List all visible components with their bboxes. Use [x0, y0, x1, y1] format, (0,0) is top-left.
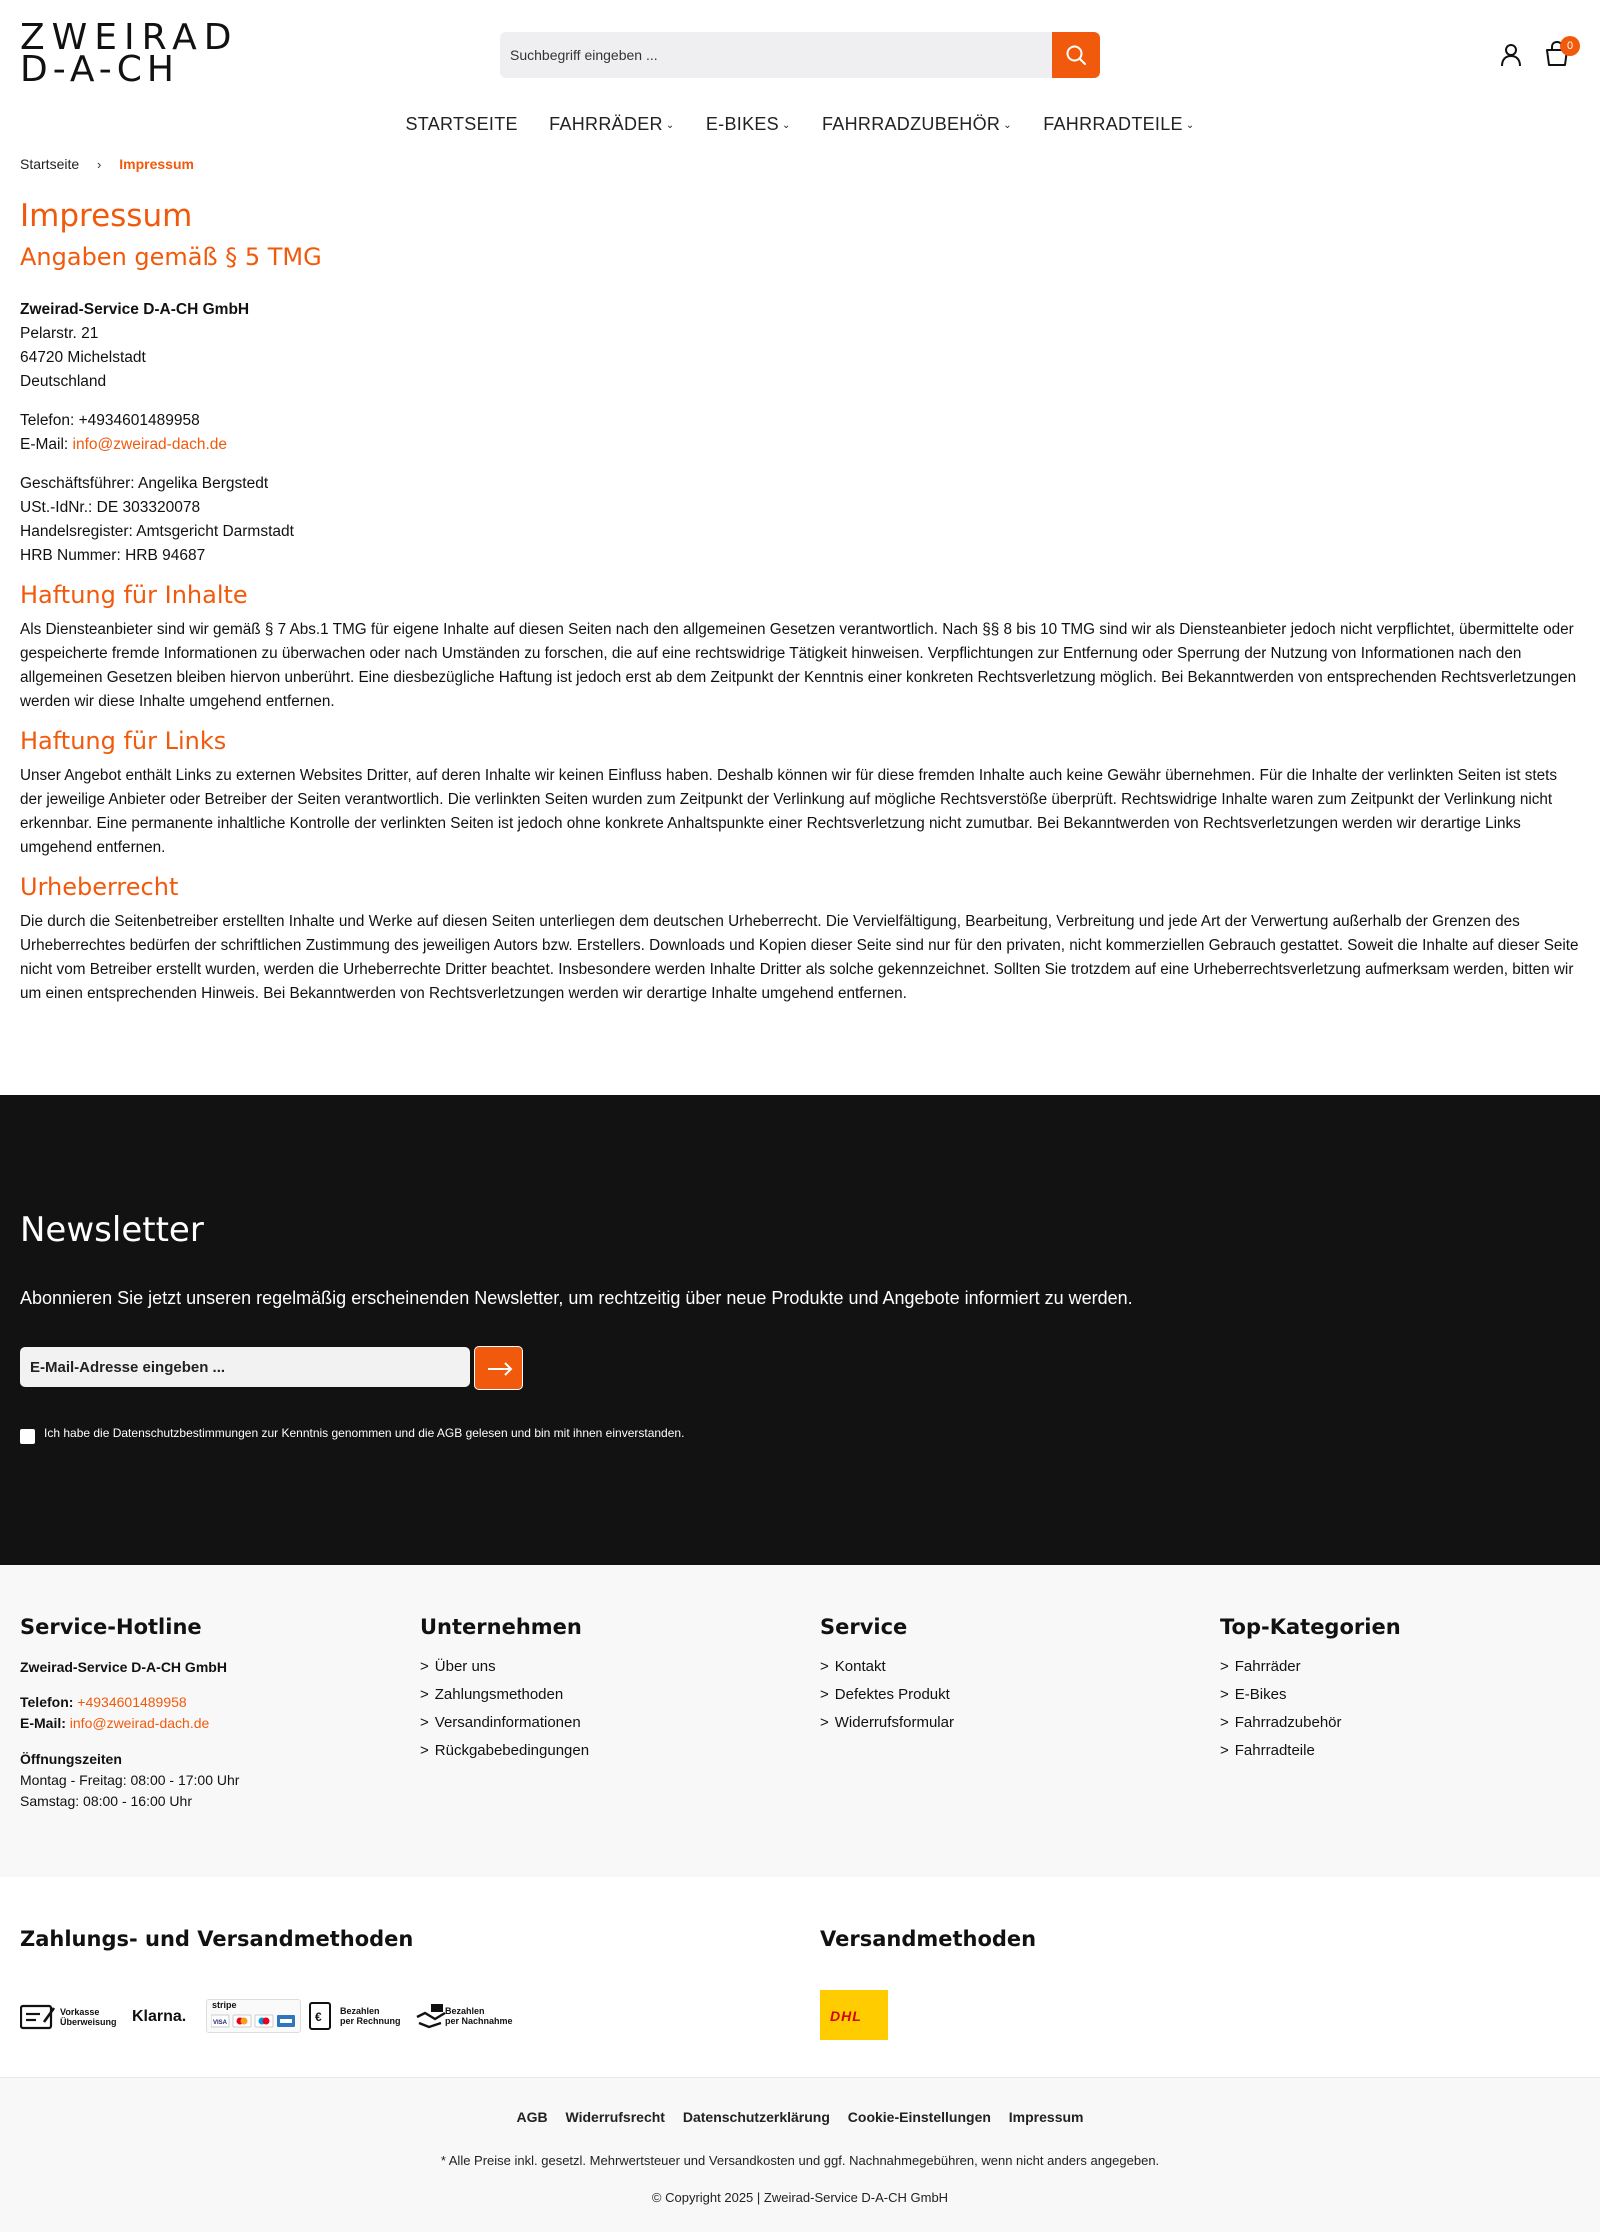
section-heading: Haftung für Links — [20, 727, 227, 755]
footer-company — [420, 1615, 589, 1765]
newsletter-email-input[interactable] — [20, 1347, 470, 1387]
footer-link-kontakt[interactable] — [820, 1653, 954, 1681]
country: Deutschland — [20, 373, 107, 390]
opening-hours-title: Öffnungszeiten — [20, 1751, 122, 1767]
cod-payment — [415, 1999, 525, 2033]
cod-label-1: Bezahlen — [445, 2006, 485, 2016]
footer-heading: Service-Hotline — [20, 1615, 202, 1639]
bank-transfer-icon — [20, 2002, 56, 2032]
footer-heading: Service — [820, 1615, 908, 1639]
footer-link-fahrradteile[interactable] — [1220, 1737, 1401, 1765]
footer-link-label: E-Bikes — [1234, 1686, 1287, 1703]
section-heading: Urheberrecht — [20, 873, 179, 901]
footer-link-label: Fahrradteile — [1234, 1742, 1315, 1759]
vat-note: * Alle Preise inkl. gesetzl. Mehrwertsteuer und Versandkosten und ggf. Nachnahmegebühren, wenn nicht anders angegeben. — [440, 2153, 1160, 2168]
footer-link-rueckgabe[interactable] — [420, 1737, 589, 1765]
copyright: © Copyright 2025 | Zweirad-Service D-A-CH GmbH — [651, 2190, 949, 2205]
invoice-icon — [308, 2001, 334, 2031]
footer-link-widerrufsformular[interactable] — [820, 1709, 954, 1737]
link-widerrufsrecht[interactable]: Widerrufsrecht — [565, 2109, 665, 2125]
stripe-logo: stripe — [212, 2000, 237, 2010]
hotline-phone-link[interactable]: +4934601489958 — [77, 1694, 187, 1710]
payment-title: Zahlungs- und Versandmethoden — [20, 1927, 414, 1951]
street: Pelarstr. 21 — [20, 325, 99, 342]
footer-heading: Unternehmen — [420, 1615, 582, 1639]
nav-item-fahrraeder[interactable] — [549, 110, 674, 140]
opening-hours-weekdays: Montag - Freitag: 08:00 - 17:00 Uhr — [20, 1772, 240, 1788]
footer-link-label: Fahrradzubehör — [1234, 1714, 1342, 1731]
email-link[interactable]: info@zweirad-dach.de — [72, 436, 228, 453]
invoice-label-1: Bezahlen — [340, 2006, 380, 2016]
newsletter-section — [0, 1095, 1600, 1565]
cash-on-delivery-icon — [415, 2001, 449, 2031]
consent-label: Ich habe die Datenschutzbestimmungen zur Kenntnis genommen und die AGB gelesen und bin mit ihnen einverstanden. — [44, 1426, 685, 1440]
footer-link-label: Zahlungsmethoden — [434, 1686, 564, 1703]
footer-link-label: Über uns — [434, 1658, 496, 1675]
footer-link-label: Versandinformationen — [434, 1714, 581, 1731]
nav-label: FAHRRADZUBEHÖR — [821, 114, 1001, 134]
dhl-label: DHL — [830, 2008, 862, 2024]
breadcrumb-home[interactable]: Startseite — [20, 156, 80, 172]
chevron-right-icon: > — [820, 1714, 829, 1731]
vorkasse-label-2: Überweisung — [60, 2017, 117, 2027]
footer-heading: Top-Kategorien — [1220, 1615, 1401, 1639]
section-text: Unser Angebot enthält Links zu externen Websites Dritter, auf deren Inhalte wir keinen Einfluss haben. Deshalb können wir für diese fremden Inhalte auch keine Gewähr übernehmen. Für die Inhalte der verlinkten Seiten ist stets der jeweilige Anbieter oder Betreiber der Seiten verantwortlich. Die verlinkten Seiten wurden zum Zeitpunkt der Verlinkung auf mögliche Rechtsverstöße überprüft. Rechtswidrige Inhalte waren zum Zeitpunkt der Verlinkung nicht erkennbar. Eine permanente inhaltliche Kontrolle der verlinkten Seiten ist jedoch ohne konkrete Anhaltspunkte einer Rechtsverletzung nicht zumutbar. Bei Bekanntwerden von Rechtsverletzungen werden wir derartige Links umgehend entfernen. — [20, 767, 1558, 856]
footer-categories — [1220, 1615, 1401, 1765]
newsletter-title: Newsletter — [20, 1210, 204, 1250]
shipping-title: Versandmethoden — [820, 1927, 1037, 1951]
contact-block — [20, 409, 1580, 457]
footer-service — [820, 1615, 954, 1737]
impressum-content — [20, 198, 1580, 1006]
opening-hours-saturday: Samstag: 08:00 - 16:00 Uhr — [20, 1793, 192, 1809]
nav-item-e-bikes[interactable] — [706, 110, 791, 140]
site-header — [0, 0, 1600, 110]
main-navigation — [0, 110, 1600, 140]
arrow-right-icon — [487, 1362, 513, 1376]
vorkasse-label-1: Vorkasse — [60, 2007, 100, 2017]
page-title: Impressum — [20, 198, 193, 234]
footer-link-e-bikes[interactable] — [1220, 1681, 1401, 1709]
consent-checkbox[interactable] — [20, 1429, 35, 1444]
svg-text:€: € — [315, 2010, 322, 2024]
link-impressum[interactable]: Impressum — [1008, 2109, 1084, 2125]
phone-value: +4934601489958 — [78, 412, 200, 429]
chevron-right-icon: > — [820, 1686, 829, 1703]
dhl-logo — [820, 1990, 888, 2040]
footer-link-label: Kontakt — [834, 1658, 886, 1675]
page-subtitle: Angaben gemäß § 5 TMG — [20, 243, 322, 271]
footer-link-label: Rückgabebedingungen — [434, 1742, 590, 1759]
cod-label-2: per Nachnahme — [445, 2016, 513, 2026]
link-agb[interactable]: AGB — [516, 2109, 548, 2125]
section-text: Als Diensteanbieter sind wir gemäß § 7 Abs.1 TMG für eigene Inhalte auf diesen Seiten nach den allgemeinen Gesetzen verantwortlich. Nach §§ 8 bis 10 TMG sind wir als Diensteanbieter jedoch nicht verpflichtet, übermittelte oder gespeicherte fremde Informationen zu überwachen oder nach Umständen zu forschen, die auf eine rechtswidrige Tätigkeit hinweisen. Verpflichtungen zur Entfernung oder Sperrung der Nutzung von Informationen nach den allgemeinen Gesetzen bleiben hiervon unberührt. Eine diesbezügliche Haftung ist jedoch erst ab dem Zeitpunkt der Kenntnis einer konkreten Rechtsverletzung möglich. Bei Bekanntwerden von entsprechenden Rechtsverletzungen werden wir diese Inhalte umgehend entfernen. — [20, 621, 1577, 710]
footer-hotline — [20, 1615, 239, 1812]
address-block — [20, 298, 1580, 394]
footer-link-ueber-uns[interactable] — [420, 1653, 589, 1681]
nav-item-startseite[interactable] — [405, 110, 517, 138]
managing-director: Geschäftsführer: Angelika Bergstedt — [20, 475, 269, 492]
footer — [0, 1565, 1600, 1877]
invoice-payment — [308, 1999, 418, 2033]
logo-line-2: D-A-CH — [20, 49, 179, 90]
footer-link-zahlungsmethoden[interactable] — [420, 1681, 589, 1709]
search-button[interactable] — [1052, 32, 1100, 78]
footer-link-label: Widerrufsformular — [834, 1714, 954, 1731]
site-logo[interactable] — [20, 17, 239, 90]
breadcrumb-current: Impressum — [119, 156, 194, 172]
klarna-payment — [132, 1999, 192, 2033]
nav-label: FAHRRADTEILE — [1043, 114, 1183, 134]
trade-register: Handelsregister: Amtsgericht Darmstadt — [20, 523, 294, 540]
chevron-right-icon: > — [420, 1658, 429, 1675]
chevron-right-icon: > — [420, 1686, 429, 1703]
hotline-email-link[interactable]: info@zweirad-dach.de — [69, 1715, 210, 1731]
chevron-down-icon: ⌄ — [665, 120, 675, 131]
legal-block — [20, 472, 1580, 568]
nav-label: FAHRRÄDER — [549, 114, 663, 134]
section-text: Die durch die Seitenbetreiber erstellten Inhalte und Werke auf diesen Seiten unterliegen dem deutschen Urheberrecht. Die Vervielfältigung, Bearbeitung, Verbreitung und jede Art der Verwertung außerhalb der Grenzen des Urheberrechtes bedürfen der schriftlichen Zustimmung des jeweiligen Autors bzw. Erstellers. Downloads und Kopien dieser Seite sind nur für den privaten, nicht kommerziellen Gebrauch gestattet. Soweit die Inhalte auf dieser Seite nicht vom Betreiber erstellt wurden, werden die Urheberrechte Dritter beachtet. Insbesondere werden Inhalte Dritter als solche gekennzeichnet. Sollten Sie trotzdem auf eine Urheberrechtsverletzung aufmerksam werden, bitten wir um einen entsprechenden Hinweis. Bei Bekanntwerden von Rechtsverletzungen werden wir derartige Inhalte umgehend entfernen. — [20, 913, 1579, 1002]
chevron-right-icon: > — [1220, 1658, 1229, 1675]
chevron-down-icon: ⌄ — [781, 120, 791, 131]
chevron-down-icon: ⌄ — [1185, 120, 1195, 131]
newsletter-text: Abonnieren Sie jetzt unseren regelmäßig erscheinenden Newsletter, um rechtzeitig über neue Produkte und Angebote informiert zu werden. — [20, 1288, 1133, 1308]
section-heading: Haftung für Inhalte — [20, 581, 248, 609]
search-input[interactable] — [500, 32, 1052, 78]
nav-item-fahrradteile[interactable] — [1043, 110, 1194, 140]
link-cookie-settings[interactable]: Cookie-Einstellungen — [847, 2109, 991, 2125]
footer-link-label: Defektes Produkt — [834, 1686, 950, 1703]
nav-label: STARTSEITE — [405, 114, 518, 134]
hrb-number: HRB Nummer: HRB 94687 — [20, 547, 206, 564]
svg-text:VISA: VISA — [213, 2020, 228, 2026]
email-label: E-Mail: — [20, 436, 69, 453]
payment-section — [0, 1877, 1600, 2077]
footer-link-versandinformationen[interactable] — [420, 1709, 589, 1737]
footer-link-fahrradzubehoer[interactable] — [1220, 1709, 1401, 1737]
breadcrumb — [20, 156, 194, 172]
city: 64720 Michelstadt — [20, 349, 146, 366]
invoice-label-2: per Rechnung — [340, 2016, 401, 2026]
hotline-company: Zweirad-Service D-A-CH GmbH — [20, 1659, 227, 1675]
klarna-logo: Klarna. — [132, 2008, 187, 2025]
logo-line-1: ZWEIRAD — [20, 17, 239, 58]
bottom-bar — [0, 2077, 1600, 2232]
company-name: Zweirad-Service D-A-CH GmbH — [20, 301, 250, 318]
phone-label: Telefon: — [20, 412, 75, 429]
search-bar — [500, 32, 1100, 78]
chevron-down-icon: ⌄ — [1003, 120, 1012, 131]
account-icon[interactable] — [1498, 42, 1524, 68]
footer-link-fahrraeder[interactable] — [1220, 1653, 1401, 1681]
footer-link-defektes-produkt[interactable] — [820, 1681, 954, 1709]
link-datenschutz[interactable]: Datenschutzerklärung — [682, 2109, 830, 2125]
chevron-right-icon: > — [420, 1714, 429, 1731]
chevron-right-icon: > — [1220, 1714, 1229, 1731]
search-icon — [1065, 44, 1087, 66]
hotline-email-label: E-Mail: — [20, 1715, 66, 1731]
chevron-right-icon: > — [420, 1742, 429, 1759]
hotline-phone-label: Telefon: — [20, 1694, 74, 1710]
credit-cards-icon — [211, 2014, 297, 2028]
footer-link-label: Fahrräder — [1234, 1658, 1301, 1675]
vorkasse-payment — [20, 1999, 126, 2033]
cart-count-badge: 0 — [1560, 36, 1580, 56]
newsletter-submit-button[interactable] — [474, 1346, 523, 1390]
legal-links — [0, 2109, 1600, 2125]
stripe-payment — [206, 1999, 301, 2033]
nav-item-fahrradzubehoer[interactable] — [822, 110, 1012, 140]
nav-label: E-BIKES — [705, 114, 779, 134]
chevron-right-icon: › — [97, 157, 102, 172]
chevron-right-icon: > — [1220, 1742, 1229, 1759]
chevron-right-icon: > — [1220, 1686, 1229, 1703]
vat-id: USt.-IdNr.: DE 303320078 — [20, 499, 201, 516]
chevron-right-icon: > — [820, 1658, 829, 1675]
